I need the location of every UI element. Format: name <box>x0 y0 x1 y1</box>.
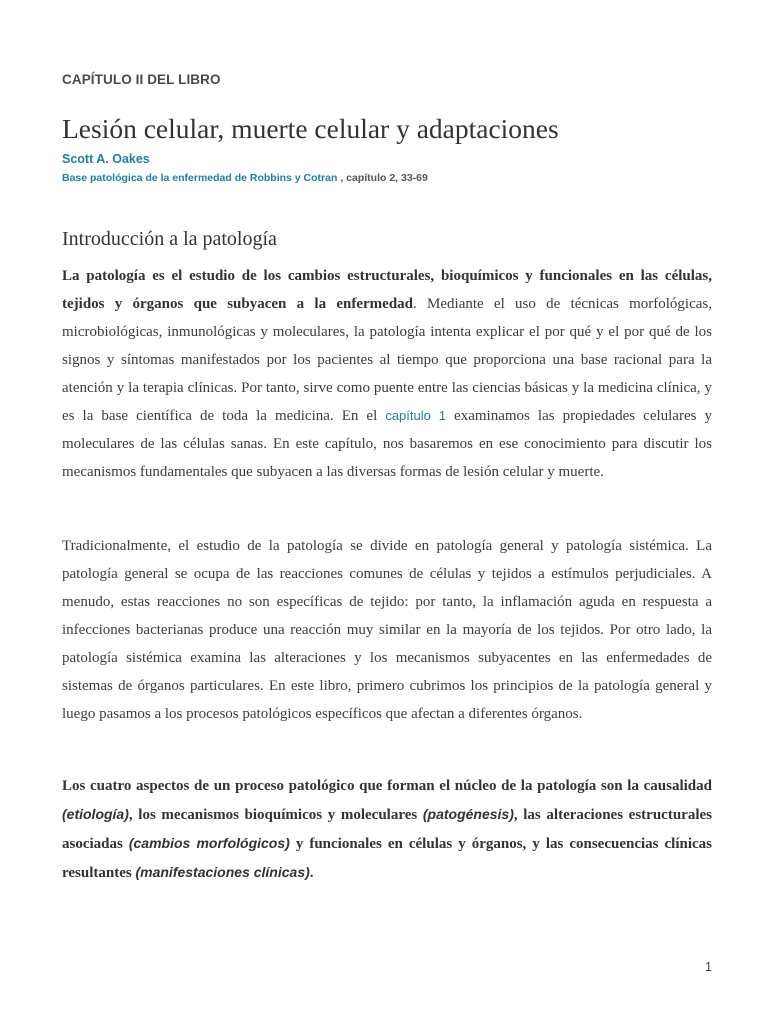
paragraph-four-aspects <box>62 772 712 887</box>
aspects-text-3: , las alteraciones estructurales asociadas <box>62 807 712 852</box>
intro-text-b: examinamos las propiedades celulares y moleculares de las células sanas. En este capítulo, nos basaremos en ese conocimiento para discutir los mecanismos fundamentales que subyacen a las diversas formas de lesión celular y muerte. <box>62 408 713 480</box>
aspects-text-1: Los cuatro aspectos de un proceso patológico que forman el núcleo de la patología son la causalidad <box>62 778 712 794</box>
page-title: Lesión celular, muerte celular y adaptaciones <box>62 113 559 144</box>
term-etiologia: (etiología) <box>62 806 129 822</box>
book-link[interactable]: Base patológica de la enfermedad de Robbins y Cotran <box>62 172 338 184</box>
term-manifestaciones-clinicas: (manifestaciones clínicas) <box>135 864 310 880</box>
intro-text-a: . Mediante el uso de técnicas morfológicas, microbiológicas, inmunológicas y moleculares, la patología intenta explicar el por qué y el por qué de los signos y síntomas manifestados por los pacientes al tiempo que proporciona una base racional para la atención y la terapia clínicas. Por tanto, sirve como puente entre las ciencias básicas y la medicina clínica, y es la base científica de toda la medicina. En el <box>62 296 713 424</box>
chapter-1-link[interactable]: capítulo 1 <box>385 408 446 423</box>
citation-pages: , capítulo 2, 33-69 <box>337 172 428 184</box>
aspects-text-5: . <box>309 865 314 881</box>
aspects-text-2: , los mecanismos bioquímicos y moleculares <box>128 807 423 823</box>
page-number: 1 <box>705 960 712 974</box>
paragraph-traditional: Tradicionalmente, el estudio de la patología se divide en patología general y patología sistémica. La patología general se ocupa de las reacciones comunes de células y tejidos a estímulos perjudiciales. A menudo, estas reacciones no son específicas de tejido: por tanto, la inflamación aguda en respuesta a infecciones bacterianas produce una reacción muy similar en la mayoría de los tejidos. Por otro lado, la patología sistémica examina las alteraciones y los mecanismos subyacentes en las enfermedades de sistemas de órganos particulares. En este libro, primero cubrimos los principios de la patología general y luego pasamos a los procesos patológicos específicos que afectan a diferentes órganos. <box>62 538 712 722</box>
term-patogenesis: (patogénesis) <box>422 806 514 822</box>
intro-bold-lead: La patología es el estudio de los cambios estructurales, bioquímicos y funcionales en las células, tejidos y órganos que subyacen a la enfermedad <box>62 268 712 312</box>
chapter-kicker: CAPÍTULO II DEL LIBRO <box>62 72 221 87</box>
author-name[interactable]: Scott A. Oakes <box>62 152 150 166</box>
paragraph-intro <box>62 262 712 486</box>
aspects-text-4: y funcionales en células y órganos, y las consecuencias clínicas resultantes <box>62 836 713 881</box>
section-heading: Introducción a la patología <box>62 228 277 250</box>
citation <box>62 172 428 184</box>
term-cambios-morfologicos: (cambios morfológicos) <box>128 835 290 851</box>
